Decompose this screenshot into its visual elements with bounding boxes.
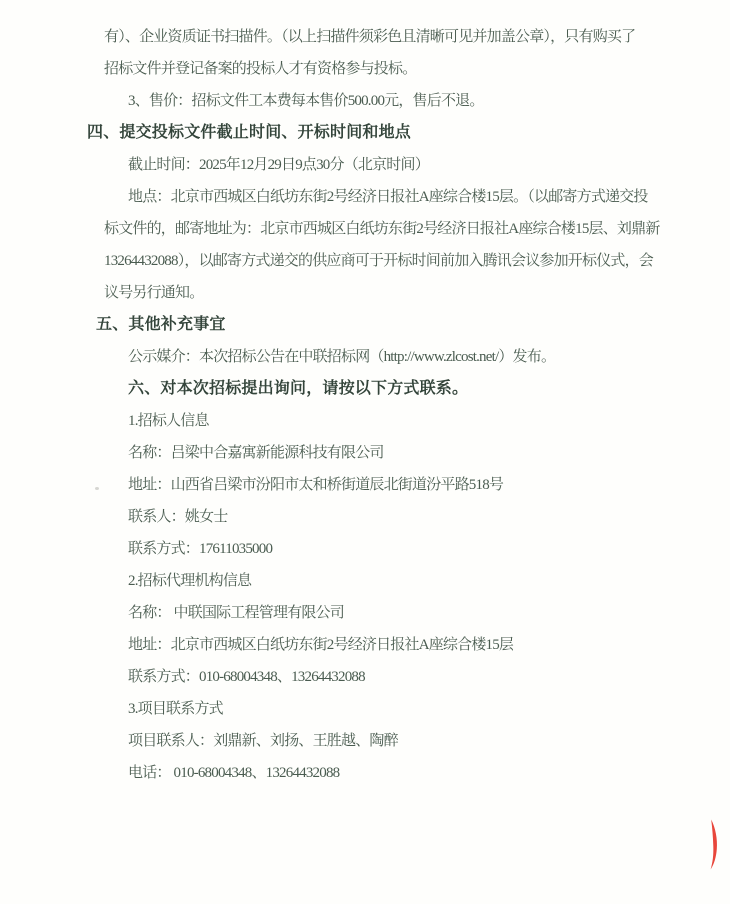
text-line: 议号另行通知。 <box>104 285 204 301</box>
text-line: 联系方式：010-68004348、13264432088 <box>128 669 365 685</box>
text-line: 1.招标人信息 <box>128 413 209 429</box>
text-line: 联系人：姚女士 <box>128 509 228 525</box>
red-pen-mark-icon <box>708 819 720 871</box>
text-line: 项目联系人：刘鼎新、刘扬、王胜越、陶醉 <box>128 733 398 749</box>
text-line: 3.项目联系方式 <box>128 701 223 717</box>
text-line: 地址：北京市西城区白纸坊东街2号经济日报社A座综合楼15层 <box>128 637 514 653</box>
text-line: 标文件的，邮寄地址为：北京市西城区白纸坊东街2号经济日报社A座综合楼15层、刘鼎新 <box>104 221 660 237</box>
scan-smudge-dot <box>95 487 99 490</box>
heading-section-6: 六、对本次招标提出询问，请按以下方式联系。 <box>128 380 469 397</box>
red-pen-mark-shape <box>711 820 717 870</box>
heading-section-5: 五、其他补充事宜 <box>96 316 226 333</box>
text-line: 3、售价：招标文件工本费每本售价500.00元，售后不退。 <box>128 93 484 109</box>
document-text-block <box>87 21 660 789</box>
text-line: 招标文件并登记备案的投标人才有资格参与投标。 <box>104 61 417 77</box>
text-line: 2.招标代理机构信息 <box>128 573 252 589</box>
text-line: 地址：山西省吕梁市汾阳市太和桥街道辰北街道汾平路518号 <box>128 477 504 493</box>
text-line: 电话： 010-68004348、13264432088 <box>128 765 340 781</box>
text-line: 公示媒介：本次招标公告在中联招标网（http://www.zlcost.net/）发布。 <box>128 349 556 365</box>
text-line: 截止时间：2025年12月29日9点30分（北京时间） <box>128 157 429 173</box>
text-line: 地点：北京市西城区白纸坊东街2号经济日报社A座综合楼15层。（以邮寄方式递交投 <box>128 189 648 205</box>
text-line: 名称：吕梁中合嘉寓新能源科技有限公司 <box>128 445 384 461</box>
text-line: 名称： 中联国际工程管理有限公司 <box>128 605 344 621</box>
text-line: 联系方式：17611035000 <box>128 541 273 557</box>
text-line: 有）、企业资质证书扫描件。（以上扫描件须彩色且清晰可见并加盖公章），只有购买了 <box>104 29 636 45</box>
text-line: 13264432088），以邮寄方式递交的供应商可于开标时间前加入腾讯会议参加开标仪式，会 <box>104 253 654 269</box>
heading-section-4: 四、提交投标文件截止时间、开标时间和地点 <box>87 124 412 141</box>
